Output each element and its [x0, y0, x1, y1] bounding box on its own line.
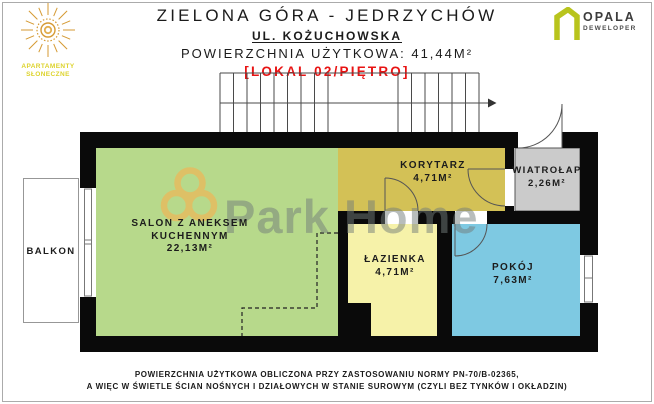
label-wiatrolap — [512, 165, 581, 190]
salon-name-line1: SALON Z ANEKSEM — [131, 218, 249, 229]
salon-area: 22,13M² — [166, 243, 214, 254]
salon-name-line2: KUCHENNYM — [151, 230, 229, 242]
street-address: UL. KOŻUCHOWSKA — [252, 29, 402, 43]
label-pokoj — [492, 262, 534, 287]
opala-logo-subtitle: DEWELOPER — [583, 25, 637, 32]
stairs-direction-arrow-icon — [488, 99, 497, 108]
unit-number-text: [LOKAL 02/PIĘTRO] — [244, 64, 410, 79]
korytarz-name: KORYTARZ — [400, 160, 466, 171]
disclaimer-line1: POWIERZCHNIA UŻYTKOWA OBLICZONA PRZY ZASTOSOWANIU NORMY PN-70/B-02365, — [134, 370, 520, 379]
staircase — [220, 73, 497, 132]
footer-disclaimer — [0, 369, 654, 393]
disclaimer-line2: A WIĘC W ŚWIETLE ŚCIAN NOŚNYCH I DZIAŁOWYCH W STANIE SUROWYM (CZYLI BEZ TYNKÓW I OKŁADZIN) — [86, 382, 568, 391]
opala-logo-name: OPALA — [583, 10, 636, 24]
apartamenty-logo-line2: SŁONECZNE — [26, 71, 70, 78]
entrance-door — [518, 104, 562, 148]
pokoj-window — [585, 256, 593, 302]
balcony-door-window — [85, 189, 92, 296]
korytarz-area: 4,71M² — [413, 172, 453, 184]
lazienka-area: 4,71M² — [375, 266, 415, 278]
lazienka-name: ŁAZIENKA — [364, 254, 426, 265]
apartamenty-logo-line1: APARTAMENTY — [21, 63, 75, 70]
label-lazienka — [364, 254, 426, 279]
pokoj-area: 7,63M² — [493, 274, 533, 286]
page-title: ZIELONA GÓRA - JEDRZYCHÓW — [156, 6, 498, 25]
label-balkon — [26, 246, 75, 259]
balkon-name: BALKON — [26, 246, 76, 257]
watermark-text: Park Home — [224, 190, 479, 243]
wiatrolap-name: WIATROŁAP — [512, 165, 582, 176]
wiatrolap-area: 2,26M² — [528, 177, 566, 189]
pokoj-name: POKÓJ — [491, 262, 535, 273]
label-korytarz — [400, 160, 466, 185]
label-salon — [131, 218, 248, 256]
usable-area-text: POWIERZCHNIA UŻYTKOWA: 41,44M² — [180, 46, 474, 61]
